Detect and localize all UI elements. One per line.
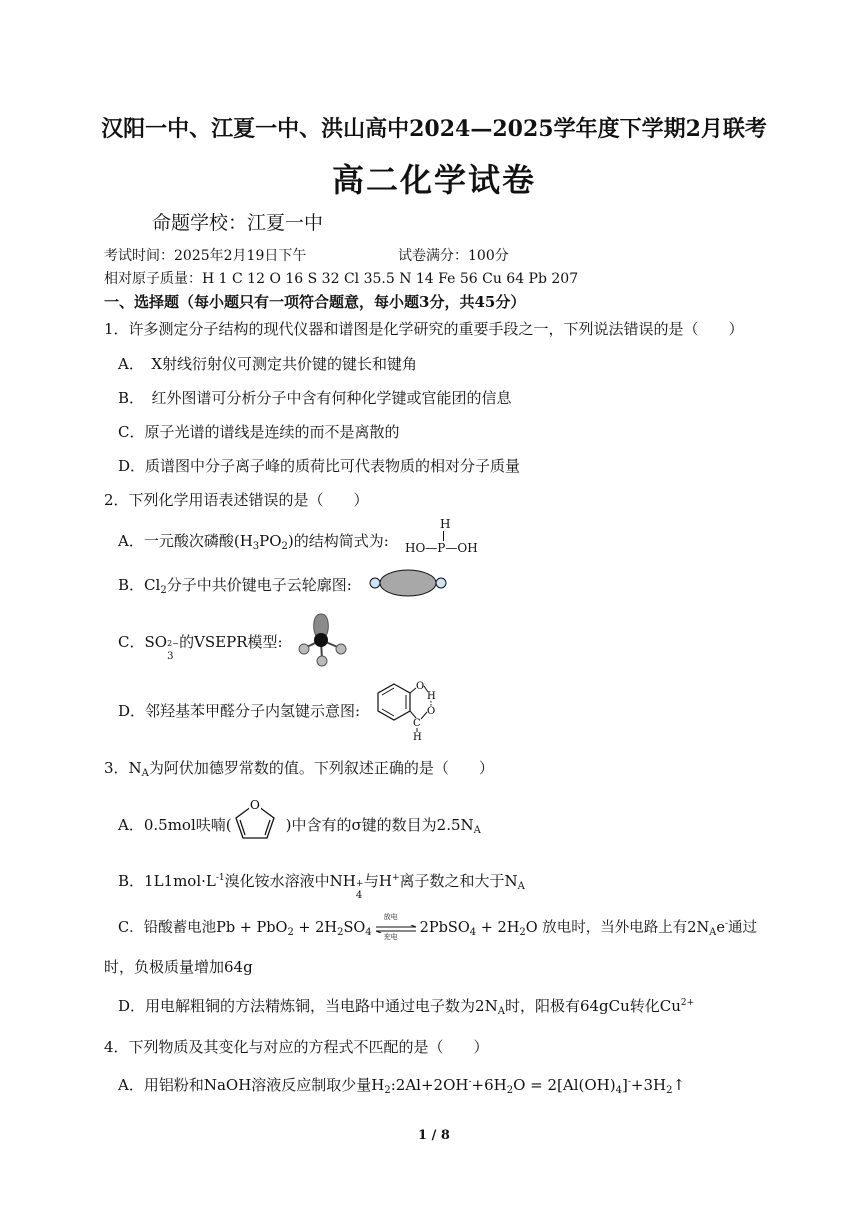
q3-d-post: 时，阳极有64gCu转化Cu [504, 997, 681, 1015]
q2-c-pre: C． [118, 633, 145, 651]
q3-b-sub-a: A [517, 881, 525, 892]
q3-c-s4: 4 [469, 927, 477, 938]
q4-a-sup2: - [627, 1077, 631, 1087]
q3-b-mid2: 与H [363, 872, 392, 890]
q2-stem: 2．下列化学用语表述错误的是（ ） [104, 491, 369, 509]
q3-b-pre: B．1L1mol·L [118, 872, 216, 890]
page-number: 1 / 8 [418, 1128, 450, 1143]
q3-c-s1: 2 [287, 927, 294, 938]
q3-d-pre: D．用电解粗铜的方法精炼铜，当电路中通过电子数为2N [118, 997, 498, 1015]
arrow-label-charge: 充电 [383, 933, 398, 941]
q2-option-d: D．邻羟基苯甲醛分子内氢键示意图: [118, 702, 361, 720]
q3-d-sup: 2+ [680, 998, 695, 1008]
cl-atom-left [370, 578, 380, 588]
q3-c-pre: C．铅酸蓄电池Pb + PbO [118, 920, 288, 936]
q4-a-mid5: +3H [630, 1076, 667, 1094]
sigma-bond-cloud [380, 570, 436, 596]
q4-a-mid4: ] [621, 1076, 628, 1094]
q2-a-sub2: 2 [281, 541, 288, 552]
q2-b-sub2: 2 [160, 585, 167, 596]
q3-n: N [128, 759, 142, 777]
q4-a-mid3: O = 2[Al(OH) [513, 1076, 616, 1094]
q1-stem: 1．许多测定分子结构的现代仪器和谱图是化学研究的重要手段之一，下列说法错误的是（ ） [104, 320, 744, 338]
q3-a-sub: A [473, 825, 481, 836]
exam-title-line1: 汉阳一中、江夏一中、洪山高中2024—2025学年度下学期2月联考 [101, 116, 767, 142]
furan-structure [230, 798, 280, 844]
q3-b-plus2: + [391, 873, 400, 883]
q2-a-pre: A．一元酸次磷酸( [118, 532, 240, 550]
q3-c-s6: A [709, 927, 717, 938]
hb-h2: H [413, 732, 422, 742]
q3-stem-post: 为阿伏加德罗常数的值。下列叙述正确的是（ ） [148, 759, 494, 777]
q2-c-so: SO [144, 633, 168, 651]
q2-option-c [118, 631, 283, 662]
q3-c-mid5: O 放电时，当外电路上有2N [525, 920, 710, 936]
q1-option-a: A． X射线衍射仪可测定共价键的键长和键角 [118, 355, 418, 373]
q2-b-cl: Cl [144, 576, 161, 594]
q2-option-b [118, 574, 352, 596]
q4-a-s4: 2 [666, 1085, 673, 1096]
q3-a-post: )中含有的σ键的数目为2.5N [285, 816, 474, 834]
c-bond [410, 711, 416, 718]
q4-a-sup1: - [468, 1077, 472, 1087]
q4-a-s1: 2 [384, 1085, 391, 1096]
exam-title-line2: 高二化学试卷 [331, 161, 536, 199]
atomic-masses: 相对原子质量：H 1 C 12 O 16 S 32 Cl 35.5 N 14 Fe 56 Cu 64 Pb 207 [104, 271, 579, 287]
q1-option-d: D．质谱图中分子离子峰的质荷比可代表物质的相对分子质量 [118, 457, 521, 475]
q3-c-s3: 4 [365, 927, 372, 938]
q2-b-post: 分子中共价键电子云轮廓图: [166, 576, 352, 594]
struct-bond-vertical [443, 531, 444, 541]
hb-h1: H [427, 691, 436, 702]
q1-option-c: C．原子光谱的谱线是连续的而不是离散的 [118, 423, 400, 441]
q3-c-mid2: SO [343, 920, 366, 936]
q2-a-h: H [239, 532, 253, 550]
equilibrium-arrow [372, 913, 420, 941]
q2-b-pre: B． [118, 576, 145, 594]
q3-option-a [118, 814, 481, 836]
vsepr-model [295, 610, 351, 668]
q3-d-sub: A [497, 1006, 505, 1017]
lone-pair-lobe [314, 614, 329, 636]
hypophosphorous-struct-row: HO—P—OH [405, 541, 478, 555]
q3-option-c-line2: 时，负极质量增加64g [104, 958, 253, 976]
q4-a-s3: 4 [615, 1085, 622, 1096]
central-s-atom [314, 633, 328, 647]
q4-a-pre: A．用铝粉和NaOH溶液反应制取少量H [118, 1076, 385, 1094]
q3-c-mid3: 2PbSO [419, 920, 470, 936]
q3-b-sup: -1 [215, 873, 225, 883]
q2-option-a [118, 530, 389, 552]
q3-c-s2: 2 [337, 927, 344, 938]
q4-a-mid2: +6H [471, 1076, 507, 1094]
q3-c-post: 通过 [728, 920, 758, 936]
arrow-label-discharge: 放电 [383, 913, 398, 921]
hydrogen-bond-diagram [372, 676, 442, 742]
q3-c-mid1: + 2H [293, 920, 338, 936]
q4-a-post: ↑ [672, 1076, 686, 1094]
q3-b-sub4: 4 [355, 890, 363, 901]
q3-b-mid: 溴化铵水溶液中NH [224, 872, 356, 890]
q3-num: 3． [104, 759, 129, 777]
o-atom-bottom [317, 656, 327, 666]
q4-a-mid: :2Al+2OH [390, 1076, 469, 1094]
q3-sub-a: A [141, 768, 149, 779]
q2-a-post: )的结构简式为: [287, 532, 389, 550]
exam-time: 考试时间：2025年2月19日下午 [104, 248, 307, 264]
q3-a-pre: A．0.5mol呋喃( [118, 816, 232, 834]
q3-stem [104, 757, 494, 779]
cl-atom-right [436, 578, 446, 588]
hb-o2: O [427, 706, 436, 717]
hb-c: C [413, 718, 421, 729]
section-heading: 一、选择题（每小题只有一项符合题意，每小题3分，共45分） [104, 293, 526, 311]
q2-a-sub3: 3 [252, 541, 260, 552]
hb-o1: O [416, 681, 425, 692]
o-atom-right [336, 644, 346, 654]
q3-b-plus: + [355, 879, 364, 889]
hypophosphorous-struct-h: H [440, 517, 451, 531]
q2-c-post: 的VSEPR模型: [179, 633, 283, 651]
q4-a-s2: 2 [506, 1085, 514, 1096]
q2-a-po: PO [259, 532, 282, 550]
q4-stem: 4．下列物质及其变化与对应的方程式不匹配的是（ ） [104, 1038, 489, 1056]
q2-c-charge: 2− [167, 639, 179, 648]
q3-c-s5: 2 [519, 927, 526, 938]
o-atom-left [299, 644, 309, 654]
q3-option-d [118, 995, 694, 1017]
q1-option-b: B． 红外图谱可分析分子中含有何种化学键或官能团的信息 [118, 389, 512, 407]
q4-option-a [118, 1074, 685, 1096]
q3-c-sup: - [724, 919, 729, 929]
full-score: 试卷满分：100分 [398, 248, 509, 264]
school-line: 命题学校：江夏一中 [152, 212, 324, 234]
q2-c-sub3: 3 [167, 651, 174, 662]
electron-cloud-diagram [368, 567, 448, 599]
q3-b-post: 离子数之和大于N [399, 872, 518, 890]
q3-option-b [118, 870, 525, 901]
q3-option-c [118, 913, 758, 941]
benzene-ring [378, 684, 410, 720]
q3-c-mid6: e [716, 920, 725, 936]
q3-c-mid4: + 2H [476, 920, 520, 936]
furan-o: O [250, 798, 260, 812]
